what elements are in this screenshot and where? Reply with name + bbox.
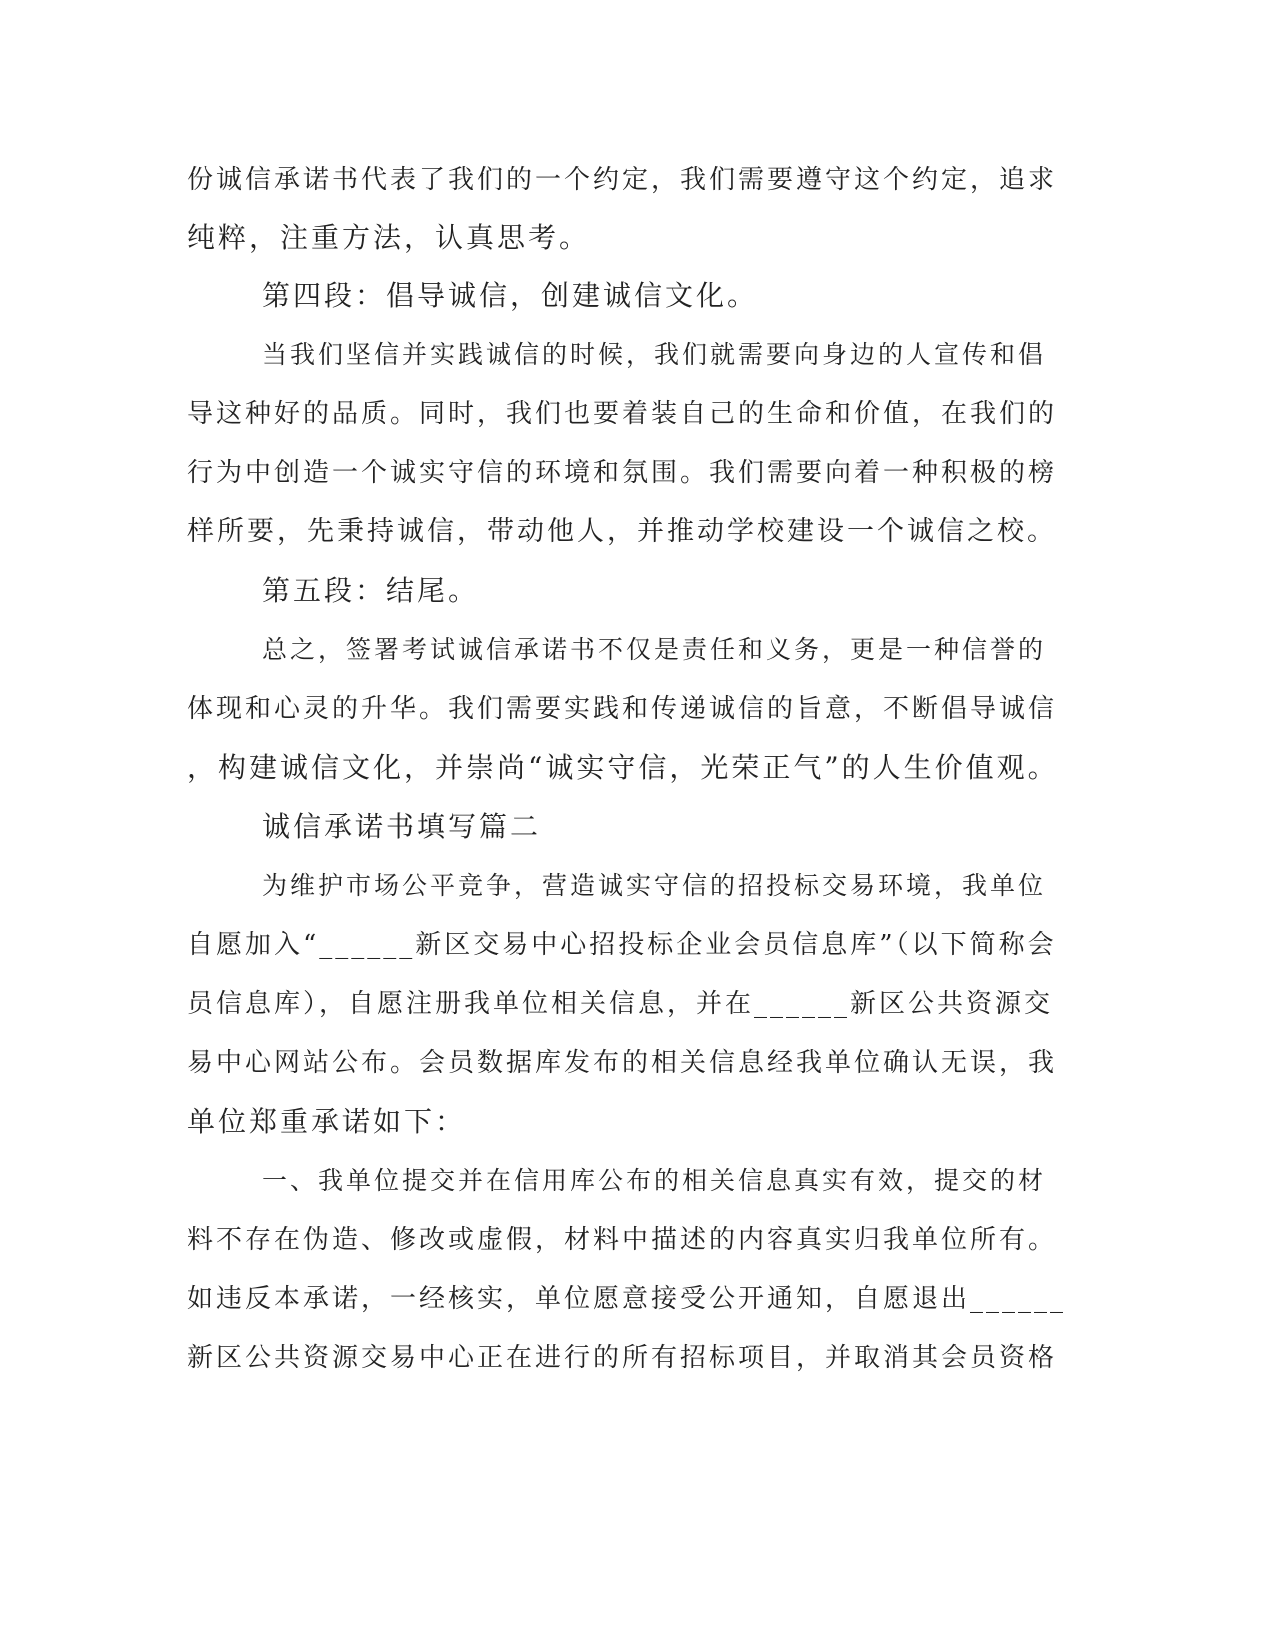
- text-line-4: 当我们坚信并实践诚信的时候，我们就需要向身边的人宣传和倡: [262, 340, 1047, 369]
- text-line-2: 纯粹，注重方法，认真思考。: [187, 221, 591, 254]
- text-line-18: 一、我单位提交并在信用库公布的相关信息真实有效，提交的材: [262, 1166, 1047, 1195]
- text-line-17: 单位郑重承诺如下：: [187, 1105, 467, 1138]
- text-line-16: 易中心网站公布。会员数据库发布的相关信息经我单位确认无误，我: [187, 1048, 1058, 1078]
- text-line-14: 自愿加入“______新区交易中心招投标企业会员信息库”（以下简称会: [187, 930, 1057, 960]
- text-line-15: 员信息库），自愿注册我单位相关信息，并在______新区公共资源交: [187, 989, 1054, 1019]
- text-line-6: 行为中创造一个诚实守信的环境和氛围。我们需要向着一种积极的榜: [187, 458, 1058, 488]
- text-line-20: 如违反本承诺，一经核实，单位愿意接受公开通知，自愿退出______: [187, 1284, 1067, 1314]
- article-heading-2: 诚信承诺书填写篇二: [262, 810, 542, 843]
- text-line-5: 导这种好的品质。同时，我们也要着装自己的生命和价值，在我们的: [187, 399, 1058, 429]
- text-line-13: 为维护市场公平竞争，营造诚实守信的招投标交易环境，我单位: [262, 871, 1047, 900]
- text-line-1: 份诚信承诺书代表了我们的一个约定，我们需要遵守这个约定，追求: [187, 165, 1058, 195]
- text-line-11: ，构建诚信文化，并崇尚“诚实守信，光荣正气”的人生价值观。: [187, 751, 1059, 784]
- section-heading-5: 第五段：结尾。: [262, 574, 480, 607]
- text-line-21: 新区公共资源交易中心正在进行的所有招标项目，并取消其会员资格: [187, 1343, 1058, 1373]
- text-line-10: 体现和心灵的升华。我们需要实践和传递诚信的旨意，不断倡导诚信: [187, 694, 1058, 724]
- text-line-19: 料不存在伪造、修改或虚假，材料中描述的内容真实归我单位所有。: [187, 1225, 1058, 1255]
- section-heading-4: 第四段：倡导诚信，创建诚信文化。: [262, 279, 759, 312]
- text-line-9: 总之，签署考试诚信承诺书不仅是责任和义务，更是一种信誉的: [262, 635, 1047, 664]
- text-line-7: 样所要，先秉持诚信，带动他人，并推动学校建设一个诚信之校。: [187, 516, 1057, 547]
